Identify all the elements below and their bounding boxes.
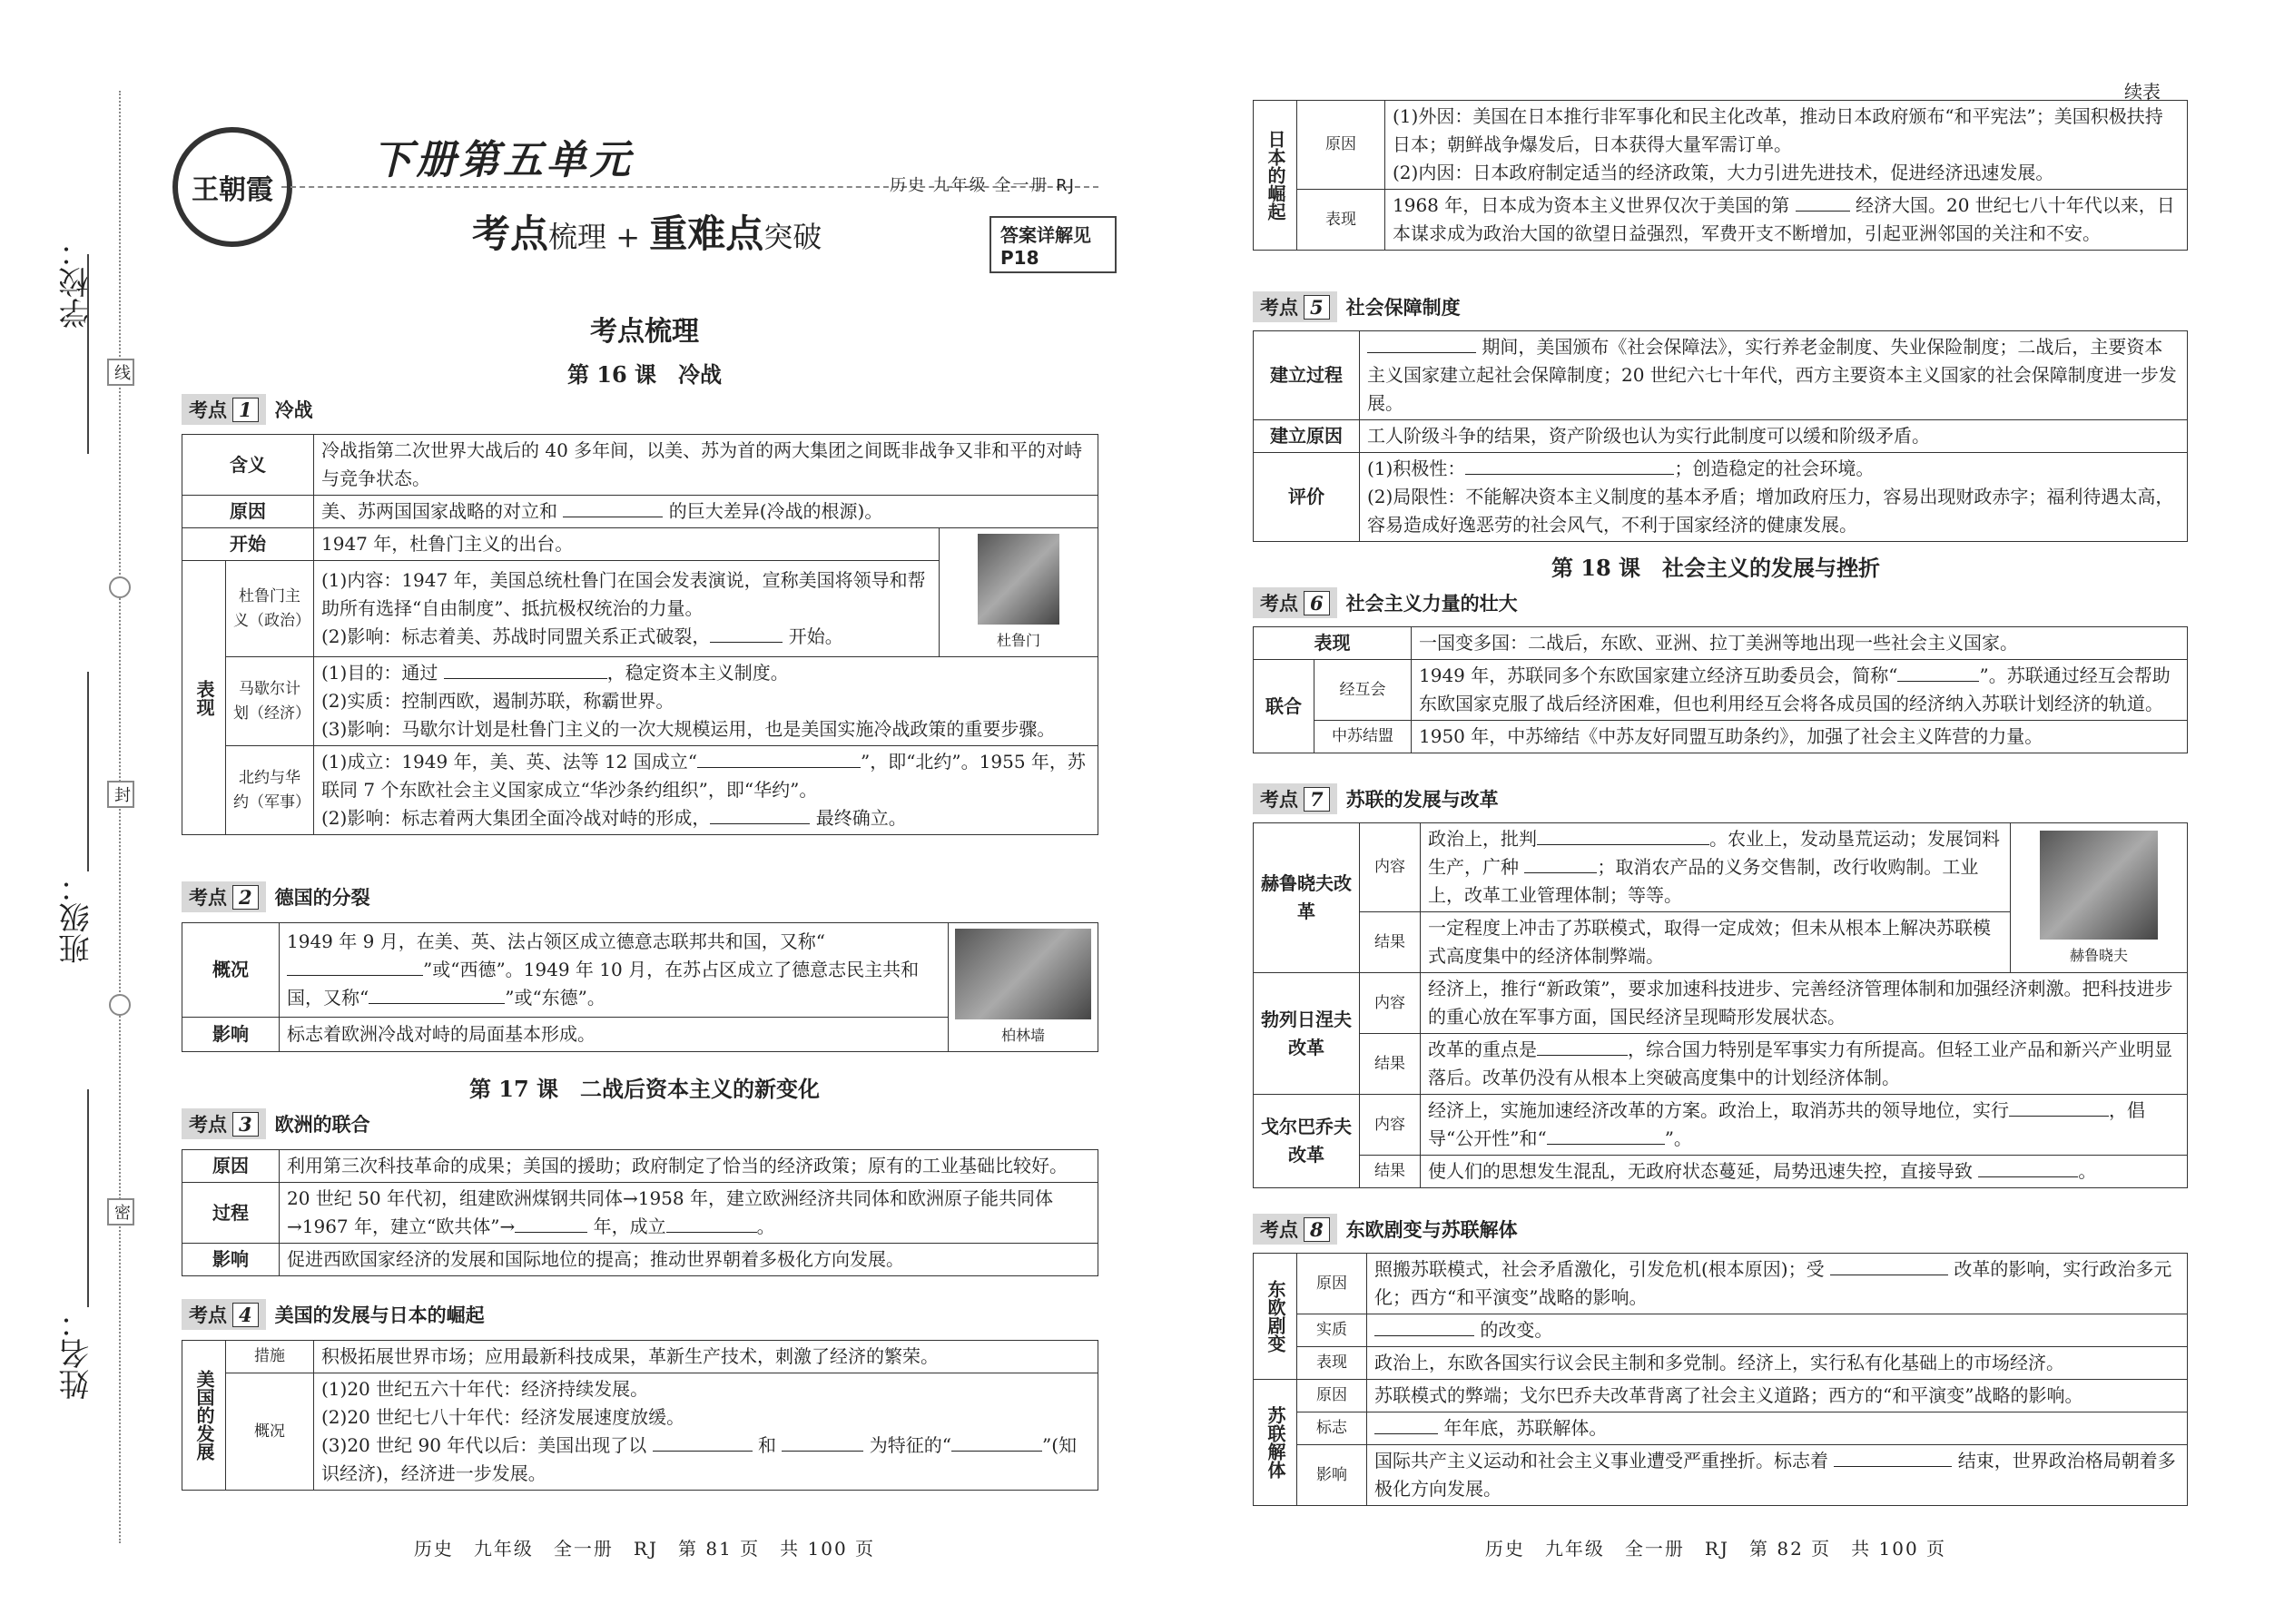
table-cell <box>1421 1156 2188 1188</box>
lesson-title: 第 16 课 冷战 <box>566 361 723 388</box>
table-row <box>1254 101 2188 190</box>
sub-header: 内容 <box>1360 1095 1421 1156</box>
table-row <box>182 528 1098 561</box>
unit-title: 下册第五单元 <box>372 137 634 183</box>
table-cell <box>1421 1095 2188 1156</box>
answer-blank[interactable] <box>1367 334 1476 353</box>
table-row <box>1254 1347 2188 1380</box>
lesson-title: 第 17 课 二战后资本主义的新变化 <box>468 1076 821 1102</box>
cell-text: 的改变。 <box>1480 1319 1553 1341</box>
cell-text: 国际共产主义运动和社会主义事业遭受严重挫折。标志着 <box>1374 1450 1828 1471</box>
cell-text: (1)目的：通过 <box>321 662 438 684</box>
row-header: 东欧剧变 <box>1254 1254 1297 1380</box>
table-cell: 冷战指第二次世界大战后的 40 多年间，以美、苏为首的两大集团之间既非战争又非和平的对峙与竞争状态。 <box>314 435 1098 496</box>
table-row <box>182 435 1098 496</box>
answer-reference: 答案详解见 P18 <box>989 216 1117 273</box>
kaodian-label: 考点 <box>189 1304 227 1326</box>
kaodian-tag <box>182 1299 266 1330</box>
cell-text: 使人们的思想发生混乱，无政府状态蔓延，局势迅速失控，直接导致 <box>1428 1160 1973 1182</box>
kaodian-heading <box>1253 588 1518 617</box>
table-cell <box>1367 1254 2188 1314</box>
table-row <box>1254 721 2188 753</box>
kaodian-heading <box>1253 1215 1518 1244</box>
cell-text: ”或“东德”。 <box>505 986 605 1009</box>
brand-logo: 王朝霞 <box>172 127 292 247</box>
sub-header: 标志 <box>1297 1412 1367 1445</box>
answer-blank[interactable] <box>710 624 783 643</box>
table-soviet-reform <box>1253 822 2188 1188</box>
table-cell <box>1421 1034 2188 1095</box>
row-header: 影响 <box>182 1244 280 1276</box>
cell-text: ，倡导“公开性”和“ <box>1428 1099 2145 1149</box>
cell-text: 经济上，实施加速经济改革的方案。政治上，取消苏共的领导地位，实行 <box>1428 1099 2009 1121</box>
cell-text: (1)积极性： <box>1367 458 1466 479</box>
answer-blank[interactable] <box>444 660 607 679</box>
table-cell <box>1367 1445 2188 1506</box>
kaodian-number: 5 <box>1304 295 1330 320</box>
cell-text: (2)影响：标志着美、苏战时同盟关系正式破裂， <box>321 625 711 647</box>
cell-text: 政治上，批判 <box>1428 828 1537 850</box>
table-row <box>1254 420 2188 453</box>
kaodian-name: 社会主义力量的壮大 <box>1345 592 1518 615</box>
cell-text: 美、苏两国国家战略的对立和 <box>321 500 557 522</box>
section-heading: 考点梳理 <box>590 316 699 348</box>
page-footer: 历史 九年级 全一册 RJ 第 82 页 共 100 页 <box>1484 1538 1947 1560</box>
answer-blank[interactable] <box>1834 1448 1952 1467</box>
table-row <box>1254 660 2188 721</box>
class-label: 班级： <box>59 871 95 964</box>
cell-line <box>1367 455 2180 483</box>
row-header: 建立原因 <box>1254 420 1360 453</box>
answer-blank[interactable] <box>653 1432 753 1452</box>
cell-text: ，综合国力特别是军事实力有所提高。但轻工业产品和新兴产业明显落后。改革仍没有从根本上突破高度集中的计划经济体制。 <box>1428 1038 2172 1088</box>
table-row <box>182 1150 1098 1183</box>
kaodian-label: 考点 <box>1260 592 1298 615</box>
table-cell <box>1421 823 2011 912</box>
table-row <box>1254 1156 2188 1188</box>
cell-line <box>321 748 1090 804</box>
cell-text: ；取消农产品的义务交售制，改行收购制。工业上，改革工业管理体制；等等。 <box>1428 856 1979 906</box>
kaodian-number: 8 <box>1304 1217 1330 1242</box>
kaodian-number: 7 <box>1304 787 1330 812</box>
table-cell: 一国变多国：二战后，东欧、亚洲、拉丁美洲等地出现一些社会主义国家。 <box>1412 627 2188 660</box>
lesson-title: 第 18 课 社会主义的发展与挫折 <box>1551 555 1881 581</box>
cell-text: 期间，美国颁布《社会保障法》，实行养老金制度、失业保险制度；二战后，主要资本主义国家建立起社会保障制度；20 世纪六七十年代，西方主要资本主义国家的社会保障制度进一步发展。 <box>1367 336 2177 414</box>
answer-blank[interactable] <box>1830 1256 1948 1275</box>
answer-blank[interactable] <box>710 805 810 824</box>
cell-text: (3)影响：马歇尔计划是杜鲁门主义的一次大规模运用，也是美国实施冷战政策的重要步骤。 <box>321 718 1056 740</box>
margin-mark: 密 <box>107 1198 134 1225</box>
table-row <box>182 1373 1098 1491</box>
table-collapse <box>1253 1253 2188 1506</box>
kaodian-name: 社会保障制度 <box>1345 296 1461 319</box>
table-cell: 利用第三次科技革命的成果；美国的援助；政府制定了恰当的经济政策；原有的工业基础比较好。 <box>280 1150 1098 1183</box>
subtitle-part: 重难点 <box>649 212 764 256</box>
table-row <box>1254 1445 2188 1506</box>
cell-text: 1968 年，日本成为资本主义世界仅次于美国的第 <box>1393 194 1790 216</box>
subtitle-part: 梳理 + <box>548 220 650 254</box>
cell-text: ”。苏联通过经互会帮助东欧国家克服了战后经济困难，但也利用经互会将各成员国的经济纳入苏联计划经济的轨道。 <box>1419 664 2171 714</box>
table-usa <box>182 1340 1098 1491</box>
kaodian-tag <box>1253 783 1337 814</box>
kaodian-label: 考点 <box>189 886 227 909</box>
answer-blank[interactable] <box>369 985 505 1004</box>
cell-text: (1)内容：1947 年，美国总统杜鲁门在国会发表演说，宣称美国将领导和帮助所有选择“自由制度”、抵抗极权统治的力量。 <box>321 569 926 619</box>
cell-text: 经济大国。20 世纪七八十年代以来，日本谋求成为政治大国的欲望日益强烈，军费开支不断增加，引起亚洲邻国的关注和不安。 <box>1393 194 2175 244</box>
kaodian-tag <box>1253 1214 1337 1245</box>
table-row <box>182 657 1098 746</box>
khrushchev-photo <box>2040 831 2158 940</box>
table-row <box>182 746 1098 835</box>
table-cell <box>280 923 949 1018</box>
answer-blank[interactable] <box>515 1214 587 1233</box>
table-row <box>1254 973 2188 1034</box>
kaodian-label: 考点 <box>189 399 227 421</box>
sub-header: 杜鲁门主义（政治） <box>226 561 314 657</box>
table-row <box>182 1183 1098 1244</box>
kaodian-heading <box>182 1109 370 1138</box>
row-header: 美国的发展 <box>182 1341 226 1491</box>
kaodian-tag <box>182 881 266 912</box>
cell-text: 。农业上，发动垦荒运动；发展饲料生产，广种 <box>1428 828 2000 878</box>
answer-blank[interactable] <box>1796 192 1850 212</box>
table-cell <box>314 496 1098 528</box>
table-cell <box>1367 1314 2188 1347</box>
kaodian-heading <box>1253 784 1499 813</box>
section-subtitle <box>472 204 822 259</box>
answer-blank[interactable] <box>1465 456 1674 475</box>
subject-meta: 历史 九年级 全一册 RJ <box>890 176 1076 195</box>
answer-blank[interactable] <box>666 1214 757 1233</box>
sub-header: 实质 <box>1297 1314 1367 1347</box>
cut-line <box>119 91 121 1543</box>
kaodian-name: 欧洲的联合 <box>274 1113 370 1136</box>
kaodian-heading <box>182 882 370 911</box>
answer-blank[interactable] <box>697 749 861 768</box>
cell-text: 最终确立。 <box>815 807 907 829</box>
table-germany <box>182 922 1098 1052</box>
answer-blank[interactable] <box>1547 1126 1665 1145</box>
cell-text: (2)内因：日本政府制定适当的经济政策，大力引进先进技术，促进经济迅速发展。 <box>1393 162 2054 183</box>
table-japan <box>1253 100 2188 251</box>
kaodian-heading <box>1253 292 1461 321</box>
sub-header: 原因 <box>1297 101 1385 190</box>
class-field[interactable] <box>87 672 89 871</box>
sub-header: 北约与华约（军事） <box>226 746 314 835</box>
table-row <box>1254 1412 2188 1445</box>
cell-text: 年年底，苏联解体。 <box>1443 1417 1608 1439</box>
cell-text: 1949 年，苏联同多个东欧国家建立经济互助委员会，简称“ <box>1419 664 1898 686</box>
photo-caption: 柏林墙 <box>1000 1027 1045 1044</box>
school-field[interactable] <box>87 254 89 454</box>
table-cell <box>1412 660 2188 721</box>
sub-header: 马歇尔计划（经济） <box>226 657 314 746</box>
row-header: 赫鲁晓夫改革 <box>1254 823 1360 973</box>
photo-caption: 杜鲁门 <box>996 632 1040 649</box>
kaodian-tag <box>1253 291 1337 322</box>
cell-text: 开始。 <box>788 625 843 647</box>
cell-text: 为特征的“ <box>869 1434 951 1456</box>
cell-text: 改革的重点是 <box>1428 1038 1537 1060</box>
answer-blank[interactable] <box>782 1432 863 1452</box>
sub-header: 结果 <box>1360 1156 1421 1188</box>
table-row <box>182 496 1098 528</box>
table-cell <box>314 657 1098 746</box>
cell-text: 。 <box>2078 1160 2097 1182</box>
cell-line <box>321 623 931 651</box>
sub-header: 结果 <box>1360 912 1421 973</box>
binding-hole <box>109 576 131 598</box>
answer-blank[interactable] <box>1537 1037 1628 1056</box>
truman-photo <box>978 534 1059 625</box>
table-cell: 政治上，东欧各国实行议会民主制和多党制。经济上，实行私有化基础上的市场经济。 <box>1367 1347 2188 1380</box>
photo-cell <box>949 923 1098 1052</box>
table-cell <box>314 561 940 657</box>
cell-text: 。 <box>756 1216 775 1237</box>
kaodian-label: 考点 <box>189 1113 227 1136</box>
table-cell <box>314 1373 1098 1491</box>
cell-line <box>321 804 1090 832</box>
kaodian-heading <box>182 1300 485 1329</box>
table-cell: 促进西欧国家经济的发展和国际地位的提高；推动世界朝着多极化方向发展。 <box>280 1244 1098 1276</box>
cell-text: 的巨大差异(冷战的根源)。 <box>668 500 883 522</box>
row-header: 戈尔巴乔夫改革 <box>1254 1095 1360 1188</box>
table-row <box>182 1341 1098 1373</box>
cell-text: (1)成立：1949 年，美、英、法等 12 国成立“ <box>321 751 697 773</box>
sub-header: 原因 <box>1297 1254 1367 1314</box>
answer-blank[interactable] <box>1374 1317 1474 1336</box>
answer-blank[interactable] <box>1897 663 1979 682</box>
cell-text: ”或“西德”。1949 年 10 月，在苏占区成立了德意志民主共和国，又称“ <box>287 958 920 1009</box>
cell-text: 年，成立 <box>593 1216 666 1237</box>
table-cell <box>1360 331 2188 420</box>
cell-text: ，稳定资本主义制度。 <box>606 662 789 684</box>
table-cell <box>314 746 1098 835</box>
table-cell: 积极拓展世界市场；应用最新科技成果，革新生产技术，刺激了经济的繁荣。 <box>314 1341 1098 1373</box>
table-row <box>1254 1254 2188 1314</box>
cell-text: (1)外因：美国在日本推行非军事化和民主化改革，推动日本政府颁布“和平宪法”；美国积极扶持日本；朝鲜战争爆发后，日本获得大量军需订单。 <box>1393 105 2163 155</box>
kaodian-number: 2 <box>232 885 259 910</box>
sub-header: 影响 <box>1297 1445 1367 1506</box>
kaodian-label: 考点 <box>1260 296 1298 319</box>
margin-mark: 线 <box>107 359 134 386</box>
table-cell <box>1367 1412 2188 1445</box>
row-header: 概况 <box>182 923 280 1018</box>
cell-text: ；创造稳定的社会环境。 <box>1674 458 1875 479</box>
cell-line <box>321 659 1090 687</box>
table-row <box>1254 823 2188 912</box>
cell-line <box>321 1432 1090 1488</box>
table-row <box>182 1244 1098 1276</box>
page-footer: 历史 九年级 全一册 RJ 第 81 页 共 100 页 <box>413 1538 876 1560</box>
sub-header: 结果 <box>1360 1034 1421 1095</box>
row-header: 影响 <box>182 1017 280 1051</box>
row-header: 苏联解体 <box>1254 1380 1297 1506</box>
row-header: 评价 <box>1254 453 1360 542</box>
table-cell <box>1360 453 2188 542</box>
left-page <box>172 0 1117 1624</box>
answer-blank[interactable] <box>1978 1158 2078 1177</box>
kaodian-number: 6 <box>1304 591 1330 615</box>
row-header: 日本的崛起 <box>1254 101 1297 251</box>
cell-text: (3)20 世纪 90 年代以后：美国出现了以 <box>321 1434 647 1456</box>
sub-header: 经互会 <box>1314 660 1412 721</box>
berlin-wall-photo <box>955 929 1091 1019</box>
subtitle-part: 考点 <box>472 212 549 256</box>
table-cold-war <box>182 434 1098 835</box>
sub-header: 中苏结盟 <box>1314 721 1412 753</box>
table-row <box>1254 190 2188 251</box>
cell-text: (2)20 世纪七八十年代：经济发展速度放缓。 <box>321 1406 685 1428</box>
sub-header: 表现 <box>1297 1347 1367 1380</box>
answer-blank[interactable] <box>287 957 423 976</box>
row-header: 表现 <box>1254 627 1412 660</box>
table-cell: 工人阶级斗争的结果，资产阶级也认为实行此制度可以缓和阶级矛盾。 <box>1360 420 2188 453</box>
cell-text: 改革的影响，实行政治多元化；西方“和平演变”战略的影响。 <box>1374 1258 2172 1308</box>
table-cell <box>280 1183 1098 1244</box>
table-social-security <box>1253 330 2188 542</box>
table-row <box>1254 1314 2188 1347</box>
row-header: 原因 <box>182 1150 280 1183</box>
cell-text: 1949 年 9 月，在美、英、法占领区成立德意志联邦共和国，又称“ <box>287 930 825 952</box>
kaodian-name: 美国的发展与日本的崛起 <box>274 1304 485 1326</box>
kaodian-number: 3 <box>232 1112 259 1137</box>
photo-cell <box>940 528 1098 657</box>
sub-header: 内容 <box>1360 973 1421 1034</box>
kaodian-tag <box>1253 587 1337 618</box>
cell-text: (2)局限性：不能解决资本主义制度的基本矛盾；增加政府压力，容易出现财政赤字；福利待遇太高，容易造成好逸恶劳的社会风气，不利于国家经济的健康发展。 <box>1367 486 2174 536</box>
sub-header: 措施 <box>226 1341 314 1373</box>
table-row <box>1254 1034 2188 1095</box>
answer-blank[interactable] <box>2009 1097 2109 1117</box>
sub-header: 表现 <box>1297 190 1385 251</box>
table-cell <box>1385 101 2188 190</box>
margin-mark: 封 <box>107 781 134 808</box>
cell-text: 和 <box>758 1434 777 1456</box>
cell-text: ”，即“北约”。1955 年，苏联同 7 个东欧社会主义国家成立“华沙条约组织”，即“华约”。 <box>321 751 1086 801</box>
kaodian-name: 东欧剧变与苏联解体 <box>1345 1218 1518 1241</box>
kaodian-heading <box>182 395 313 424</box>
table-socialism <box>1253 626 2188 753</box>
table-cell: 1947 年，杜鲁门主义的出台。 <box>314 528 940 561</box>
row-header: 建立过程 <box>1254 331 1360 420</box>
kaodian-name: 德国的分裂 <box>274 886 370 909</box>
table-europe <box>182 1149 1098 1276</box>
school-label: 学校： <box>59 236 95 329</box>
table-row <box>1254 627 2188 660</box>
cell-text: (1)20 世纪五六十年代：经济持续发展。 <box>321 1378 649 1400</box>
table-row <box>1254 331 2188 420</box>
cell-text: 20 世纪 50 年代初，组建欧洲煤钢共同体→1958 年，建立欧洲经济共同体和欧洲原子能共同体→1967 年，建立“欧共体”→ <box>287 1187 1053 1237</box>
kaodian-tag <box>182 394 266 425</box>
row-header: 原因 <box>182 496 314 528</box>
cell-text: 照搬苏联模式，社会矛盾激化，引发危机(根本原因)；受 <box>1374 1258 1825 1280</box>
kaodian-number: 4 <box>232 1303 259 1327</box>
row-header: 表现 <box>182 561 226 835</box>
table-cell: 1950 年，中苏缔结《中苏友好同盟互助条约》，加强了社会主义阵营的力量。 <box>1412 721 2188 753</box>
photo-caption: 赫鲁晓夫 <box>2069 946 2128 964</box>
cell-text: ”。 <box>1664 1127 1692 1149</box>
row-header: 含义 <box>182 435 314 496</box>
photo-cell <box>2011 823 2188 973</box>
answer-blank[interactable] <box>1537 826 1709 845</box>
cell-text: 结束，世界政治格局朝着多极化方向发展。 <box>1374 1450 2176 1500</box>
binding-margin <box>0 0 154 1624</box>
answer-blank[interactable] <box>563 498 663 517</box>
binding-hole <box>109 994 131 1016</box>
kaodian-label: 考点 <box>1260 788 1298 811</box>
row-header: 过程 <box>182 1183 280 1244</box>
name-field[interactable] <box>87 1089 89 1307</box>
kaodian-name: 冷战 <box>274 399 313 421</box>
table-row <box>1254 1095 2188 1156</box>
continued-label: 续表 <box>2124 81 2161 103</box>
cell-text: ”(知识经济)，经济进一步发展。 <box>321 1434 1078 1484</box>
cell-text: (2)实质：控制西欧，遏制苏联，称霸世界。 <box>321 690 674 712</box>
table-cell: 一定程度上冲击了苏联模式，取得一定成效；但未从根本上解决苏联模式高度集中的经济体制弊端。 <box>1421 912 2011 973</box>
name-label: 姓名： <box>59 1307 95 1400</box>
answer-blank[interactable] <box>1374 1415 1438 1434</box>
row-header: 开始 <box>182 528 314 561</box>
kaodian-tag <box>182 1108 266 1139</box>
table-row <box>182 923 1098 1018</box>
answer-blank[interactable] <box>951 1432 1042 1452</box>
answer-blank[interactable] <box>1524 854 1597 873</box>
table-cell <box>1385 190 2188 251</box>
kaodian-name: 苏联的发展与改革 <box>1345 788 1499 811</box>
right-page <box>1244 0 2188 1624</box>
sub-header: 概况 <box>226 1373 314 1491</box>
table-cell: 标志着欧洲冷战对峙的局面基本形成。 <box>280 1017 949 1051</box>
sub-header: 内容 <box>1360 823 1421 912</box>
kaodian-label: 考点 <box>1260 1218 1298 1241</box>
cell-text: (2)影响：标志着两大集团全面冷战对峙的形成， <box>321 807 711 829</box>
table-cell: 苏联模式的弊端；戈尔巴乔夫改革背离了社会主义道路；西方的“和平演变”战略的影响。 <box>1367 1380 2188 1412</box>
row-header: 勃列日涅夫改革 <box>1254 973 1360 1095</box>
row-header: 联合 <box>1254 660 1314 753</box>
subtitle-part: 突破 <box>763 220 822 254</box>
table-cell: 经济上，推行“新政策”，要求加速科技进步、完善经济管理体制和加强经济刺激。把科技进步的重心放在军事方面，国民经济呈现畸形发展状态。 <box>1421 973 2188 1034</box>
table-row <box>1254 453 2188 542</box>
table-row <box>1254 1380 2188 1412</box>
kaodian-number: 1 <box>232 398 259 422</box>
sub-header: 原因 <box>1297 1380 1367 1412</box>
